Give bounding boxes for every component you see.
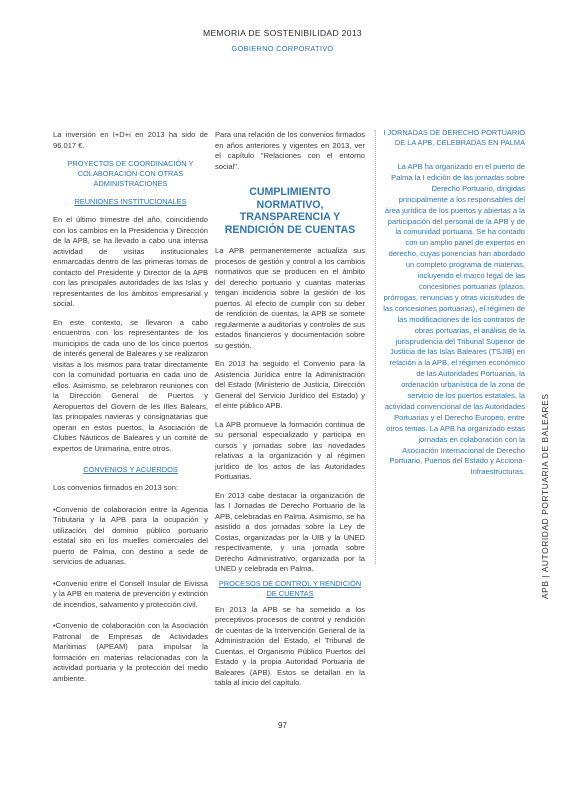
paragraph-port-law-conference: En 2013 cabe destacar la organización de las I Jornadas de Derecho Portuario de la APB, celebradas en Palma. Asimismo, se ha asistido a dos jornadas sobre la Ley de Costas, organizadas por la UIB y la UNED respectivamente, y una jornada sobre Derecho Administrativo, organizada por la UNED y celebrada en Palma. [215, 490, 365, 573]
paragraph-control-processes: En 2013 la APB se ha sometido a los preceptivos procesos de control y rendición de cuentas de la Intervención General de la Administración del Estado, el Tribunal de Cuentas, el Organismo Público Puertos del Estado y la propia Autoridad Portuaria de Baleares (APB). Estos se detallan en la tabla al inicio del capítulo. [215, 604, 365, 687]
paragraph-investment: La inversión en I+D+i en 2013 ha sido de 96.017 €. [53, 130, 208, 150]
paragraph-agreements-intro: Los convenios firmados en 2013 son: [53, 483, 179, 492]
heading-control-processes: PROCESOS DE CONTROL Y RENDICIÓN DE CUENTAS [218, 578, 362, 598]
page-number: 97 [278, 721, 287, 730]
column-divider [375, 130, 376, 564]
list-item-agreement-apeam: •Convenio de colaboración con la Asociación Patronal de Empresas de Actividades Marítimas (APEAM) para impulsar la formación en materias relacionadas con la actividad portuaria y la protección del medio ambiente. [53, 621, 208, 683]
box-body: La APB ha organizado en el puerto de Palma la I edición de las jornadas sobre Derecho Portuario, dirigidas principalmente a los responsables del área jurídica de los puertos y abiertas a la participación del personal de la APB y de la comunidad portuaria. Se ha contado con un amplio panel de expertos en derecho, cuyas ponencias han abordado un completo programa de materias, incluyendo el marco legal de las concesiones portuarias (plazos, prórrogas, renuncias y otras vicisitudes de las concesiones portuarias), el régimen de las modificaciones de los contratos de obras portuarias, el análisis de la jurisprudencia del Tribunal Superior de Justicia de las Islas Baleares (TSJIB) en relación a la APB, el régimen económico de las Autoridades Portuarias, la ordenación urbanística de la zona de servicio de los puertos estatales, la actividad convencional de las Autoridades Portuarias y el Derecho Europeo, entre otros temas. La APB ha organizado estas jornadas en colaboración con la Asociación Internacional de Derecho Portuario, Puertos del Estado y Acciona-Infraestructuras. [383, 162, 525, 477]
heading-compliance-transparency: CUMPLIMIENTO NORMATIVO, TRANSPARENCIA Y RENDICIÓN DE CUENTAS [224, 186, 356, 236]
box-heading: I JORNADAS DE DERECHO PORTUARIO DE LA APB, CELEBRADAS EN PALMA [383, 128, 525, 147]
document-title: MEMORIA DE SOSTENIBILIDAD 2013 [203, 28, 362, 38]
paragraph-agreements-reference: Para una relación de los convenios firmados en años anteriores y vigentes en 2013, ver el capítulo "Relaciones con el entorno social". [215, 130, 365, 171]
paragraph-meetings-context: En este contexto, se llevaron a cabo encuentros con los representantes de los municipios de cada uno de los cinco puertos de interés general de Baleares y se realizaron visitas a los mismos para tratar directamente con la comunidad portuaria en cada uno de ellos. Asimismo, se celebraron reuniones con la Dirección General de Puertos y Aeropuertos del Govern de les Illes Balears, las principales navieras y consignatarias que operan en estos puertos, la Asociación de Clubes Náuticos de Baleares y un comité de expertos de Unimarina, entre otros. [53, 317, 208, 453]
publisher-label: APB | AUTORIDAD PORTUARIA DE BALEARES [540, 393, 550, 599]
paragraph-institutional-activity: En el último trimestre del año, coincidiendo con los cambios en la Presidencia y Dirección de la APB, se ha llevado a cabo una intensa actividad de visitas institucionales enmarcadas dentro de las primeras tomas de contacto del Presidente y Director de la APB con las principales autoridades de las Islas y representantes de los ámbitos empresarial y social. [53, 215, 208, 308]
vertical-sidebar [532, 135, 554, 599]
section-title: GOBIERNO CORPORATIVO [231, 44, 334, 53]
list-item-agreement-tax-agency: •Convenio de colaboración entre la Agencia Tributaria y la APB para la ocupación y utilización del dominio público portuario estatal sito en los muelles comerciales del puerto de Palma, con destino a sede de servicios de aduanas. [53, 504, 208, 566]
heading-agreements: CONVENIOS Y ACUERDOS [83, 465, 178, 474]
heading-institutional-meetings: REUNIONES INSTITUCIONALES [74, 197, 187, 206]
paragraph-management-update: La APB permanentemente actualiza sus procesos de gestión y control a los cambios normativos que se producen en el ámbito del derecho portuario y cuantas materias tengan incidencia sobre la gestión de los puertos. Al efecto de cumplir con su deber de rendición de cuentas, la APB se somete regularmente a auditorías y controles de sus estados financieros y documentación sobre su gestión. [215, 246, 365, 350]
paragraph-legal-assistance: En 2013 ha seguido el Convenio para la Asistencia Jurídica entre la Administración del Estado (Ministerio de Justicia, Dirección General del Servicio Jurídico del Estado) y el ente público APB. [215, 359, 365, 410]
sidebar-box-port-law-conference [383, 128, 525, 478]
column-2 [215, 130, 365, 697]
heading-coordination-projects: PROYECTOS DE COORDINACIÓN Y COLABORACIÓN CON OTRAS ADMINISTRACIONES [67, 159, 194, 188]
list-item-agreement-eivissa: •Convenio entre el Consell Insular de Eivissa y la APB en materia de prevención y extinción de incendios, salvamento y protección civil. [53, 578, 208, 609]
paragraph-training: La APB promueve la formación continua de su personal especializado y participa en cursos y jornadas sobre las novedades relativas a la organización y al régimen jurídico de los actos de las Autoridades Portuarias. [215, 419, 365, 481]
column-1 [53, 130, 208, 692]
